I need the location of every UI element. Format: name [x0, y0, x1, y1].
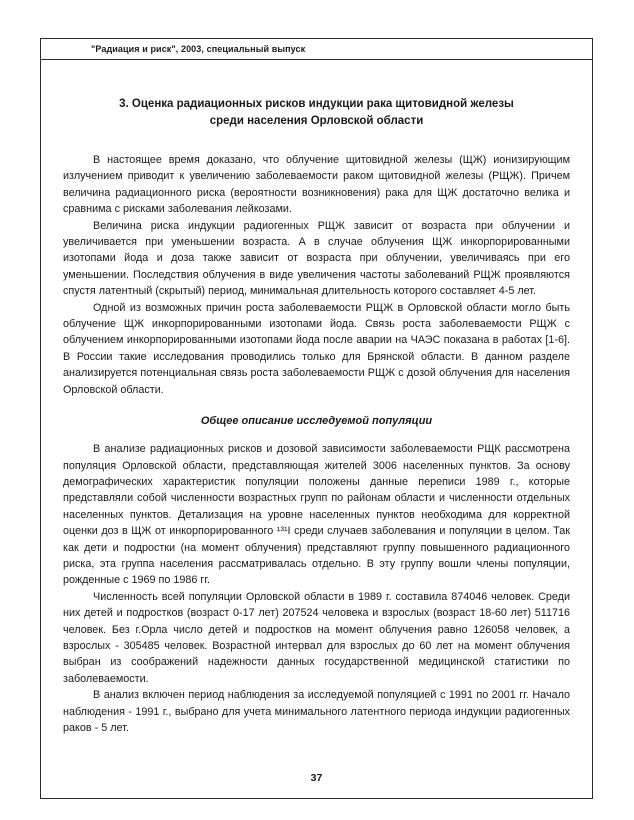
page-content: [41, 96, 592, 736]
page-number: 37: [310, 772, 323, 784]
page-border: [40, 38, 593, 799]
paragraph-intro-2: Величина риска индукции радиогенных РЩЖ зависит от возраста при облучении и увеличивается при уменьшении возраста. А в случае облучения ЩЖ инкорпорированными изотопами йода и доза также зависит от возраста при облучении, увеличиваясь при его уменьшении. Последствия облучения в виде увеличения частоты заболеваний РЩЖ проявляются спустя латентный (скрытый) период, минимальная длительность которого составляет 4-5 лет.: [63, 219, 570, 298]
paragraph-section-3: В анализ включен период наблюдения за исследуемой популяцией с 1991 по 2001 гг. Начало наблюдения - 1991 г., выбрано для учета минимального латентного периода индукции радиогенных раков - 5 лет.: [63, 689, 570, 734]
journal-header: "Радиация и риск", 2003, специальный выпуск: [41, 39, 592, 60]
title-line-2: среди населения Орловской области: [209, 115, 424, 127]
paragraph-intro-1: В настоящее время доказано, что облучение щитовидной железы (ЩЖ) ионизирующим излучением приводит к увеличению заболеваемости раком щитовидной железы (РЩЖ). Причем величина радиационного риска (вероятности возникновения) рака для ЩЖ достаточно велика и сравнима с рисками заболевания лейкозами.: [63, 154, 570, 216]
article-title: [63, 96, 570, 130]
paragraph-section-1: В анализе радиационных рисков и дозовой зависимости заболеваемости РЩК рассмотрена популяция Орловской области, представляющая жителей 3006 населенных пунктов. За основу демографических характеристик популяции положены данные переписи 1989 г., которые представляли собой численности возрастных групп по районам области и численности отдельных населенных пунктов. Детализация на уровне населенных пунктов необходима для корректной оценки доз в ЩЖ от инкорпорированного ¹³¹I среди случаев заболевания и популяции в целом. Так как дети и подростки (на момент облучения) представляют группу повышенного радиационного риска, эта группа населения рассматривалась отдельно. В эту группу вошли члены популяции, рожденные с 1969 по 1986 гг.: [63, 443, 570, 587]
subsection-heading: Общее описание исследуемой популяции: [200, 415, 433, 428]
title-line-1: 3. Оценка радиационных рисков индукции рака щитовидной железы: [119, 98, 514, 110]
paragraph-section-2: Численность всей популяции Орловской области в 1989 г. составила 874046 человек. Среди них детей и подростков (возраст 0-17 лет) 207524 человека и взрослых (возраст 18-60 лет) 511716 человек. Без г.Орла число детей и подростков на момент облучения равно 126058 человек, а взрослых - 305485 человек. Возрастной интервал для взрослых до 60 лет на момент облучения выбран из соображений надежности данных государственной медицинской статистики по заболеваемости.: [63, 590, 570, 685]
paragraph-intro-3: Одной из возможных причин роста заболеваемости РЩЖ в Орловской области могло быть облучение ЩЖ инкорпорированными изотопами йода. Связь роста заболеваемости РЩЖ с облучением инкорпорированными изотопами йода после аварии на ЧАЭС показана в работах [1-6]. В России такие исследования проводились только для Брянской области. В данном разделе анализируется потенциальная связь роста заболеваемости РЩЖ с дозой облучения для населения Орловской области.: [63, 301, 570, 396]
